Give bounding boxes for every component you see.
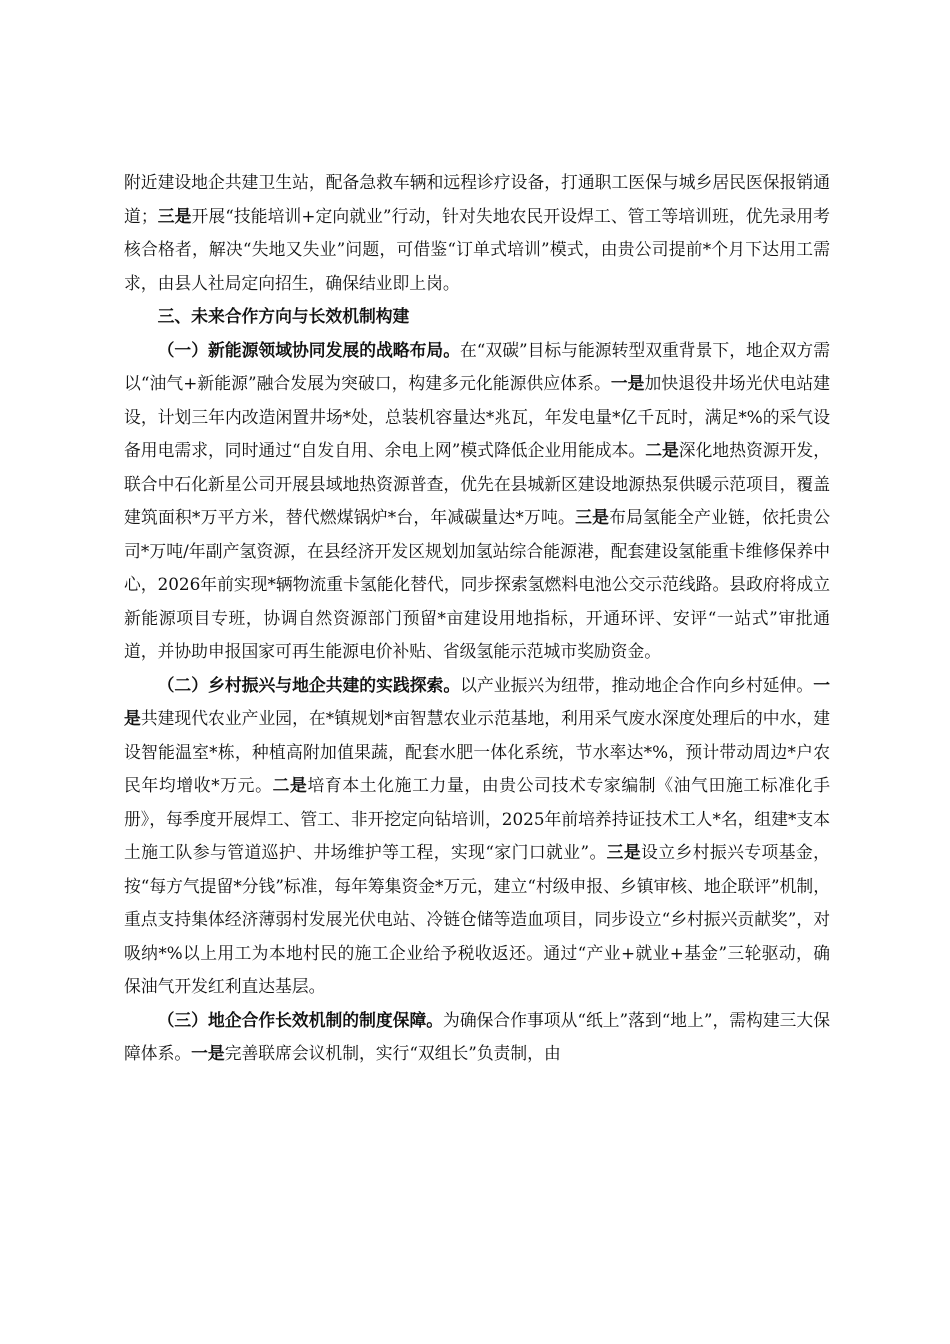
bold-run: 二是: [272, 775, 308, 795]
paragraph-new-energy: [124, 334, 830, 669]
bold-run: （三）地企合作长效机制的制度保障。: [157, 1009, 444, 1030]
bold-run: 一是: [610, 373, 645, 393]
text-run: 附近建设地企共建卫生站，配备急救车辆和远程诊疗设备，打通职工医保与城乡居民医保报销通道；: [124, 172, 830, 226]
bold-run: 三是: [157, 205, 192, 226]
bold-run: 一是: [191, 1043, 225, 1063]
paragraph-continuation: [124, 166, 830, 300]
text-run: 布局氢能全产业链，依托贵公司*万吨/年副产氢资源，在县经济开发区规划加氢站综合能源港，配套建设氢能重卡维修保养中心，2026年前实现*辆物流重卡氢能化替代，同步探索氢燃料电池公交示范线路。县政府将成立新能源项目专班，协调自然资源部门预留*亩建设用地指标，开通环评、安评“一站式”审批通道，并协助申报国家可再生能源电价补贴、省级氢能示范城市奖励资金。: [124, 507, 830, 661]
text-run: 加快退役井场光伏电站建设，计划三年内改造闲置井场*处，总装机容量达*兆瓦，年发电量*亿千瓦时，满足*%的采气设备用电需求，同时通过“自发自用、余电上网”模式降低企业用能成本。: [124, 373, 830, 460]
paragraph-rural-revitalization: [124, 669, 830, 1004]
bold-run: 三是: [606, 842, 642, 862]
text-run: 培育本土化施工力量，由贵公司技术专家编制《油气田施工标准化手册》，每季度开展焊工、管工、非开挖定向钻培训，2025年前培养持证技术工人*名，组建*支本土施工队参与管道巡护、井场维护等工程，实现“家门口就业”。: [124, 775, 830, 862]
document-body: [124, 166, 830, 1071]
bold-run: 二是: [645, 440, 679, 460]
text-run: 在“双碳”目标与能源转型双重背景下，地企双方需以“油气+新能源”融合发展为突破口，构建多元化能源供应体系。: [124, 339, 830, 393]
text-run: 开展“技能培训+定向就业”行动，针对失地农民开设焊工、管工等培训班，优先录用考核合格者，解决“失地又失业”问题，可借鉴“订单式培训”模式，由贵公司提前*个月下达用工需求，由县人社局定向招生，确保结业即上岗。: [124, 205, 830, 293]
bold-run: 三是: [575, 507, 610, 527]
bold-run: （二）乡村振兴与地企共建的实践探索。: [157, 674, 461, 695]
text-run: 为确保合作事项从“纸上”落到“地上”，需构建三大保障体系。: [124, 1009, 830, 1063]
paragraph-long-term-mechanism: [124, 1004, 830, 1071]
text-run: 设立乡村振兴专项基金，按“每方气提留*分钱”标准，每年筹集资金*万元，建立“村级申报、乡镇审核、地企联评”机制，重点支持集体经济薄弱村发展光伏电站、冷链仓储等造血项目，同步设立“乡村振兴贡献奖”，对吸纳*%以上用工为本地村民的施工企业给予税收返还。通过“产业+就业+基金”三轮驱动，确保油气开发红利直达基层。: [124, 842, 830, 996]
text-run: 以产业振兴为纽带，推动地企合作向乡村延伸。: [460, 674, 814, 695]
text-run: 共建现代农业产业园，在*镇规划*亩智慧农业示范基地，利用采气废水深度处理后的中水，建设智能温室*栋，种植高附加值果蔬，配套水肥一体化系统，节水率达*%，预计带动周边*户农民年均增收*万元。: [124, 708, 830, 795]
text-run: 深化地热资源开发，联合中石化新星公司开展县域地热资源普查，优先在县城新区建设地源热泵供暖示范项目，覆盖建筑面积*万平方米，替代燃煤锅炉*台，年减碳量达*万吨。: [124, 440, 830, 527]
section-heading: 三、未来合作方向与长效机制构建: [157, 306, 410, 326]
bold-run: 一是: [124, 674, 830, 728]
bold-run: （一）新能源领域协同发展的战略布局。: [157, 339, 460, 360]
text-run: 完善联席会议机制，实行“双组长”负责制，由: [224, 1043, 561, 1063]
